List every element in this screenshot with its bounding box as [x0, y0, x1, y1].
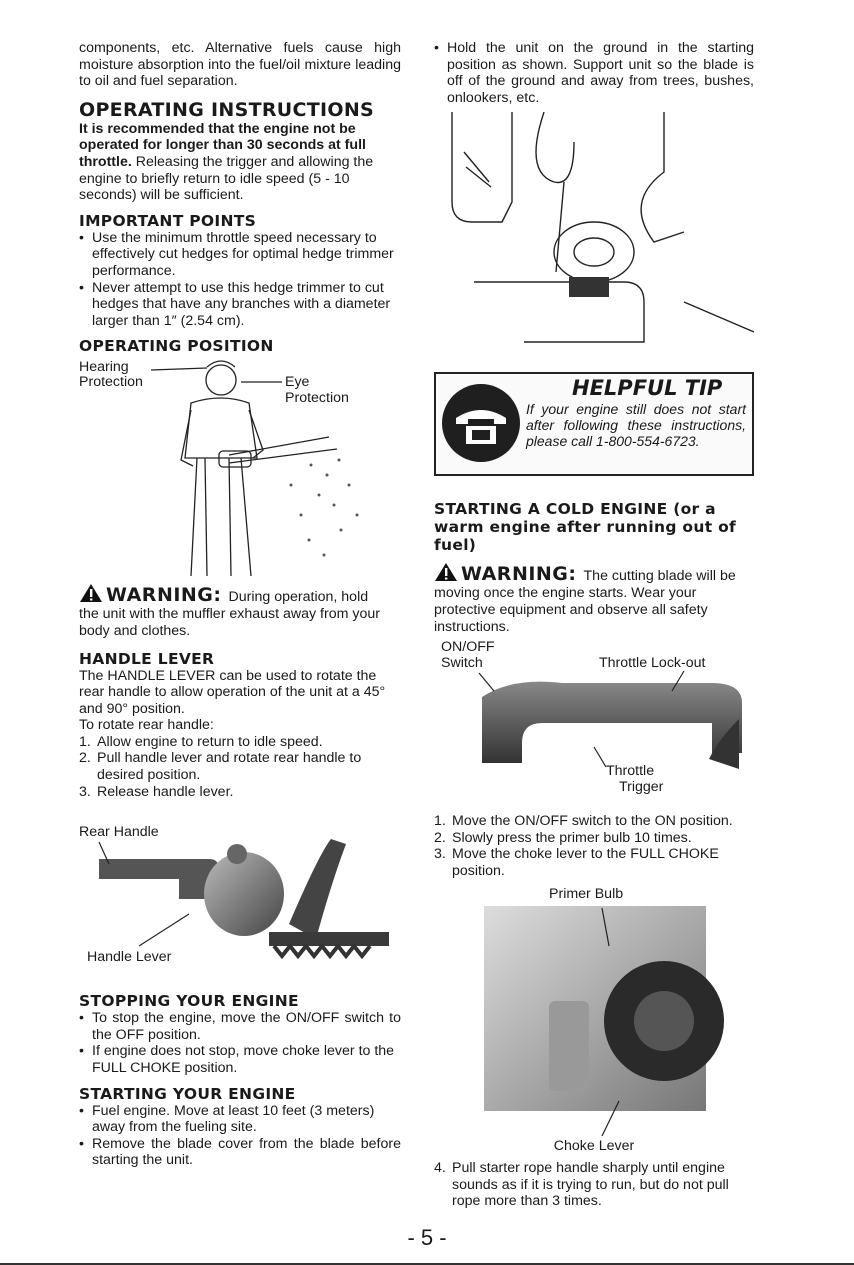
list-item: 2. Pull handle lever and rotate rear handle to desired position.	[79, 750, 362, 784]
hold-list	[434, 40, 754, 106]
rear-handle-label: Rear Handle	[79, 824, 159, 841]
eye-label: Eye	[285, 374, 310, 391]
handle-lever-label: Handle Lever	[87, 949, 172, 966]
warning-word: WARNING:	[461, 563, 577, 586]
page-number: - 5 -	[407, 1225, 447, 1250]
stopping-list	[79, 1010, 401, 1076]
list-item: 3. Move the choke lever to the FULL CHOKE position.	[434, 846, 719, 879]
handle-illustration	[79, 814, 401, 984]
primer-choke-figure	[434, 886, 754, 1146]
warning-triangle-icon	[79, 583, 103, 603]
starting-position-illustration	[434, 112, 754, 352]
operating-position-heading: OPERATING POSITION	[79, 337, 274, 356]
important-points-heading: IMPORTANT POINTS	[79, 211, 257, 230]
warning-triangle-icon	[434, 562, 458, 582]
operating-paragraph	[79, 121, 401, 204]
warning-block	[79, 581, 401, 606]
important-points-list	[79, 230, 401, 330]
warning-word: WARNING:	[106, 584, 222, 607]
right-column	[434, 40, 754, 1210]
list-item: 1. Move the ON/OFF switch to the ON position.	[434, 813, 733, 830]
choke-lever-label: Choke Lever	[553, 1137, 635, 1154]
left-column	[79, 40, 401, 1169]
hearing-protection-label: Protection	[79, 374, 143, 391]
onoff-label: ON/OFF	[441, 639, 495, 656]
hearing-label: Hearing	[79, 359, 129, 376]
warning-text: moving once the engine starts. Wear your protective equipment and observe all safety instructions.	[434, 585, 708, 635]
operator-illustration	[79, 355, 401, 577]
handle-lever-heading: HANDLE LEVER	[79, 649, 215, 668]
switch-illustration	[434, 639, 754, 799]
starting-steps-list	[434, 813, 754, 879]
helpful-tip-title: HELPFUL TIP	[572, 376, 723, 401]
switch-label: Switch	[441, 655, 483, 672]
stopping-heading: STOPPING YOUR ENGINE	[79, 992, 299, 1011]
list-item: 1. Allow engine to return to idle speed.	[79, 733, 323, 750]
list-item: • Fuel engine. Move at least 10 feet (3 meters) away from the fueling site.	[79, 1103, 401, 1136]
starting-heading: STARTING YOUR ENGINE	[79, 1084, 296, 1103]
primer-choke-illustration	[434, 906, 754, 1146]
warning-text: the unit with the muffler exhaust away from your body and clothes.	[79, 606, 380, 639]
list-item: • Use the minimum throttle speed necessary to effectively cut hedges for optimal hedge trimmer performance.	[79, 230, 401, 280]
cold-engine-heading: STARTING A COLD ENGINE (or a warm engine after running out of fuel)	[434, 500, 737, 555]
intro-paragraph: components, etc. Alternative fuels cause high moisture absorption into the fuel/oil mixture leading to oil and fuel separation.	[79, 40, 401, 90]
list-item: • Remove the blade cover from the blade before starting the unit.	[79, 1136, 401, 1169]
warning-text-start: During operation, hold	[228, 589, 369, 606]
list-item: 4. Pull starter rope handle sharply until engine sounds as if it is trying to run, but do not pull rope more than 3 times.	[434, 1160, 729, 1210]
list-item: • Hold the unit on the ground in the starting position as shown. Support unit so the blade is off of the ground and away from trees, bushes, onlookers, etc.	[434, 40, 754, 106]
list-item: 3. Release handle lever.	[79, 783, 234, 800]
operating-bold-text: It is recommended that the engine not be operated for longer than 30 seconds at full throttle.	[79, 120, 366, 170]
warning-text-start: The cutting blade will be	[583, 568, 736, 585]
telephone-icon	[442, 384, 520, 462]
helpful-tip-text: If your engine still does not start after following these instructions, please call 1-800-554-6723.	[526, 401, 746, 450]
operating-text: Releasing the trigger and allowing the engine to briefly return to idle speed (5 - 10 seconds) will be sufficient.	[79, 153, 374, 204]
list-item: • To stop the engine, move the ON/OFF switch to the OFF position.	[79, 1010, 401, 1043]
handle-rotate-text: To rotate rear handle:	[79, 717, 214, 734]
list-item: • Never attempt to use this hedge trimmer to cut hedges that have any branches with a diameter larger than 1″ (2.54 cm).	[79, 280, 401, 330]
list-item: 2. Slowly press the primer bulb 10 times.	[434, 829, 692, 846]
throttle-label: Throttle	[606, 763, 655, 780]
starting-list	[79, 1103, 401, 1169]
throttle-lockout-label: Throttle Lock-out	[599, 655, 706, 672]
starting-steps-list-2	[434, 1160, 754, 1210]
switch-figure	[434, 639, 754, 799]
operating-instructions-heading: OPERATING INSTRUCTIONS	[79, 98, 375, 121]
list-item: • If engine does not stop, move choke lever to the FULL CHOKE position.	[79, 1043, 401, 1076]
helpful-tip-box	[434, 372, 754, 476]
warning-block	[434, 560, 754, 585]
handle-paragraph: The HANDLE LEVER can be used to rotate the rear handle to allow operation of the unit at a 45° and 90° position.	[79, 667, 386, 717]
trigger-label: Trigger	[619, 779, 664, 796]
handle-lever-figure	[79, 814, 401, 984]
operating-position-figure	[79, 355, 401, 577]
primer-bulb-label: Primer Bulb	[549, 885, 624, 902]
eye-protection-label: Protection	[285, 390, 349, 407]
handle-steps-list	[79, 734, 401, 800]
